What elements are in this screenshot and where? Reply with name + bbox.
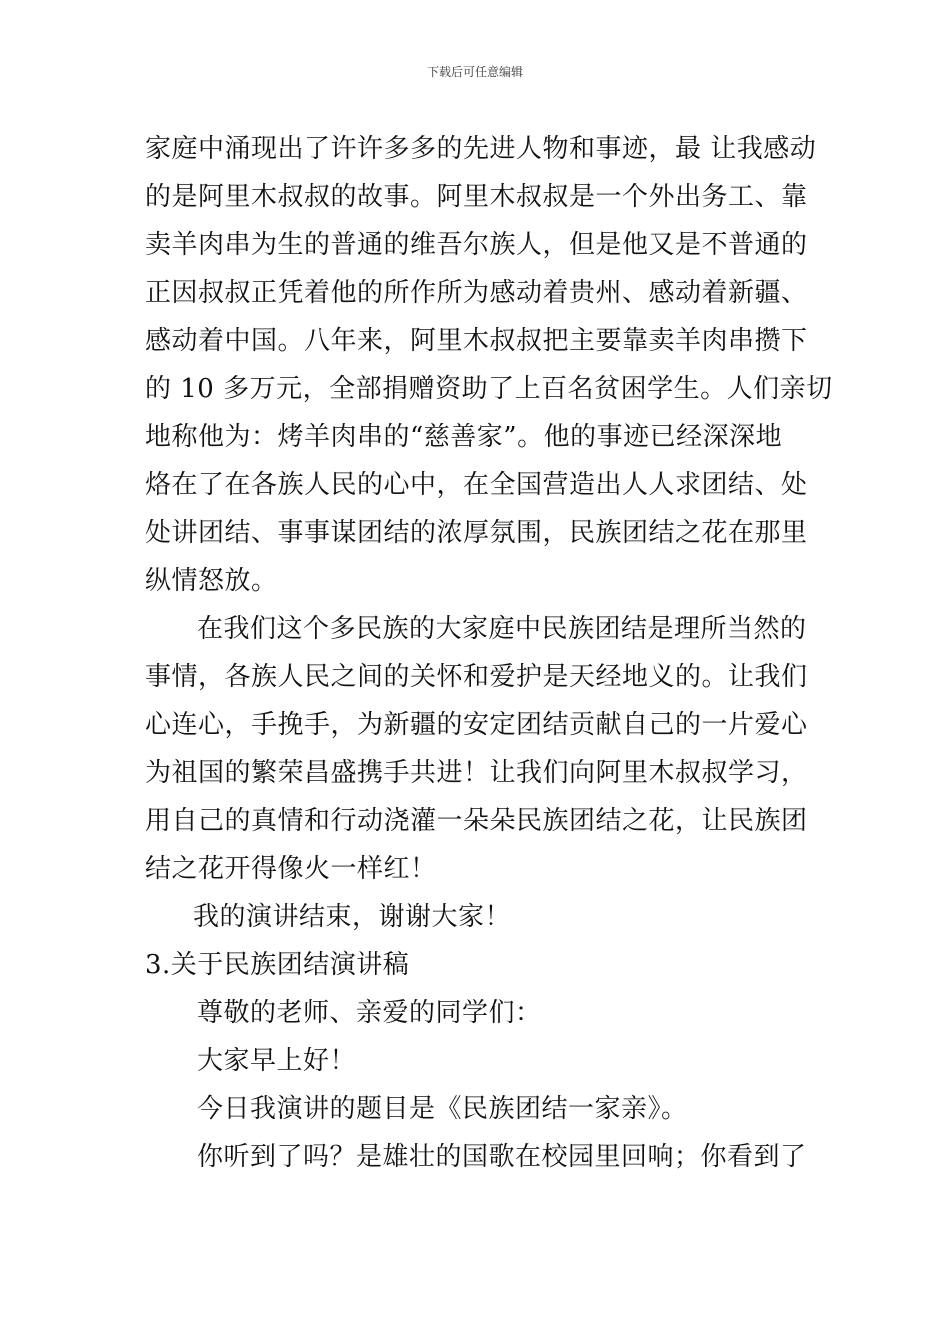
- text-line: 结之花开得像火一样红！: [145, 854, 437, 884]
- text-line: 为祖国的繁荣昌盛携手共进！让我们向阿里木叔叔学习，: [145, 758, 808, 788]
- text-line: 在我们这个多民族的大家庭中民族团结是理所当然的: [197, 614, 807, 644]
- text-line: 的 10 多万元，全部捐赠资助了上百名贫困学生。人们亲切: [145, 374, 833, 404]
- text-line: 地称他为：烤羊肉串的“慈善家”。他的事迹已经深深地: [145, 422, 783, 452]
- text-line: 纵情怒放。: [145, 566, 278, 596]
- text-line: 心连心，手挽手，为新疆的安定团结贡献自己的一片爱心: [145, 710, 808, 740]
- text-line: 家庭中涌现出了许许多多的先进人物和事迹，最 让我感动: [145, 134, 817, 164]
- text-line: 你听到了吗？是雄壮的国歌在校园里回响；你看到了: [197, 1142, 807, 1172]
- text-line: 尊敬的老师、亲爱的同学们：: [197, 998, 542, 1028]
- text-line: 感动着中国。八年来，阿里木叔叔把主要靠卖羊肉串攒下: [145, 326, 808, 356]
- text-line: 卖羊肉串为生的普通的维吾尔族人，但是他又是不普通的: [145, 230, 808, 260]
- text-line: 烙在了在各族人民的心中，在全国营造出人人求团结、处: [145, 470, 808, 500]
- text-line: 我的演讲结束，谢谢大家！: [193, 902, 512, 932]
- text-line: 大家早上好！: [197, 1046, 357, 1076]
- section-heading: 3.关于民族团结演讲稿: [145, 950, 410, 980]
- text-line: 用自己的真情和行动浇灌一朵朵民族团结之花，让民族团: [145, 806, 808, 836]
- text-line: 今日我演讲的题目是《民族团结一家亲》。: [197, 1094, 688, 1124]
- text-line: 事情，各族人民之间的关怀和爱护是天经地义的。让我们: [145, 662, 808, 692]
- text-line: 的是阿里木叔叔的故事。阿里木叔叔是一个外出务工、靠: [145, 182, 808, 212]
- document-body: [145, 125, 833, 1181]
- page-header: 下载后可任意编辑: [426, 65, 523, 79]
- text-line: 正因叔叔正凭着他的所作所为感动着贵州、感动着新疆、: [145, 278, 808, 308]
- text-line: 处讲团结、事事谋团结的浓厚氛围，民族团结之花在那里: [145, 518, 808, 548]
